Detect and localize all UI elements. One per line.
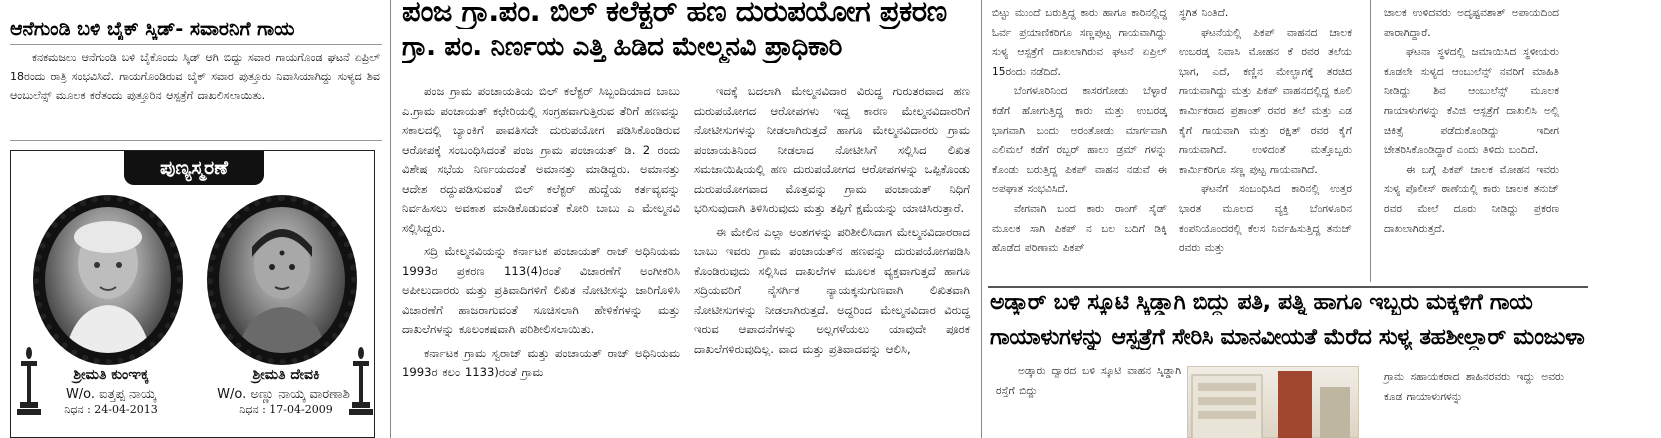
scooty-headline-line2: ಗಾಯಾಳುಗಳನ್ನು ಆಸ್ಪತ್ರೆಗೆ ಸೇರಿಸಿ ಮಾನವೀಯತೆ ಮೆರೆದ ಸುಳ್ಯ ತಹಶೀಲ್ದಾರ್ ಮಂಜುಳಾ <box>990 325 1585 350</box>
scooty-article-text-right <box>1384 368 1564 407</box>
person-2-relation: W/o. ಅಣ್ಣು ನಾಯ್ಕ ವಾರಣಾಶಿ <box>217 387 350 402</box>
article-paragraph: ಬೆಂಗಳೂರಿನಿಂದ ಕಾಸರಗೋಡು ಬೆಳ್ಳಾರೆ ಕಡೆಗೆ ಹೋಗುತ್ತಿದ್ದ ಕಾರು ಮತ್ತು ಉಬರಡ್ಕ ಭಾಗವಾಗಿ ಬಂದು ಅರಂತೋಡು ಮಾರ್ಗವಾಗಿ ಎಲಿಮಲೆ ಕಡೆಗೆ ರಬ್ಬರ್ ಹಾಲು ಡ್ರಮ್ ಗಳನ್ನು ಕೊಂಡು ಬರುತ್ತಿದ್ದ ಪಿಕಪ್ ವಾಹನ ನಡುವೆ ಈ ಅಪಘಾತ ಸಂಭವಿಸಿದೆ. <box>992 85 1167 196</box>
person-1-name: ಶ್ರೀಮತಿ ಕುಂಞಕ್ಕ <box>73 367 149 383</box>
middle-column <box>392 0 978 438</box>
person-2-name: ಶ್ರೀಮತಿ ದೇವಕಿ <box>252 367 320 383</box>
divider <box>988 286 1588 288</box>
article-paragraph: ಸದ್ರಿ ಮೇಲ್ಮನವಿಯನ್ನು ಕರ್ನಾಟಕ ಪಂಚಾಯತ್ ರಾಜ್ ಅಧಿನಿಯಮ 1993ರ ಪ್ರಕರಣ 113(4)ರಂತೆ ವಿಚಾರಣೆಗೆ ಅಂಗೀಕರಿಸಿ ಅಪೀಲುದಾರರು ಮತ್ತು ಪ್ರತಿವಾದಿಗಳಿಗೆ ಲಿಖಿತ ನೋಟೀಸನ್ನು ಜಾರಿಗೊಳಿಸಿ ವಿಚಾರಣೆಗೆ ಹಾಜರಾಗುವಂತೆ ಸೂಚಿಸಲಾಗಿ ಹೇಳಿಕೆಗಳನ್ನು ಮತ್ತು ದಾಖಲೆಗಳನ್ನು ಕೂಲಂಕಷವಾಗಿ ಪರಿಶೀಲಿಸಲಾಯಿತು. <box>402 244 680 336</box>
obituary-title: ಪುಣ್ಯಸ್ಮರಣೆ <box>124 151 264 185</box>
article-paragraph: ಈ ಮೇಲಿನ ಎಲ್ಲಾ ಅಂಶಗಳನ್ನು ಪರಿಶೀಲಿಸಿದಾಗ ಮೇಲ್ಮನವಿದಾರರಾದ ಬಾಬು ಇವರು ಗ್ರಾಮ ಪಂಚಾಯತ್‌ನ ಹಣವನ್ನು ದುರುಪಯೋಗಪಡಿಸಿ ಕೊಂಡಿರುವುದು ಸಲ್ಲಿಸಿದ ದಾಖಲೆಗಳ ಮೂಲಕ ವ್ಯಕ್ತವಾಗುತ್ತದೆ ಹಾಗೂ ಸದ್ರಿಯವರಿಗೆ ನೈಸರ್ಗಿಕ ನ್ಯಾಯಕ್ಕನುಗುಣವಾಗಿ ಲಿಖಿತವಾಗಿ ನೋಟೀಸುಗಳನ್ನು ನೀಡಲಾಗಿರುತ್ತದೆ. ಅದ್ದರಿಂದ ಮೇಲ್ಮನವಿದಾರ ವಿರುದ್ಧ ಇರುವ ಆಪಾದನೆಗಳನ್ನು ಅಲ್ಲಗಳೆಯಲು ಯಾವುದೇ ಪೂರಕ ದಾಖಲೆಗಳಿರುವುದಿಲ್ಲ. ವಾದ ಮತ್ತು ಪ್ರತಿವಾದವನ್ನು ಆಲಿಸಿ, <box>694 224 970 356</box>
bike-skid-article <box>10 48 380 105</box>
divider <box>10 140 382 141</box>
obituary-box <box>10 150 375 438</box>
article-paragraph: ಈ ಬಗ್ಗೆ ಪಿಕಪ್ ಚಾಲಕ ಮೋಹನ ಇವರು ಸುಳ್ಯ ಪೊಲೀಸ್ ಠಾಣೆಯಲ್ಲಿ ಕಾರು ಚಾಲಕ ತನುಜ್ ರವರ ಮೇಲೆ ದೂರು ನೀಡಿದ್ದು ಪ್ರಕರಣ ದಾಖಲಾಗಿರುತ್ತದೆ. <box>1384 163 1559 235</box>
bike-skid-headline: ಆನೆಗುಂಡಿ ಬಳಿ ಬೈಕ್ ಸ್ಕಿಡ್- ಸವಾರನಿಗೆ ಗಾಯ <box>10 18 295 40</box>
article-paragraph: ಇದಕ್ಕೆ ಬದಲಾಗಿ ಮೇಲ್ಮನವಿದಾರ ವಿರುದ್ಧ ಗುರುತರವಾದ ಹಣ ದುರುಪಯೋಗದ ಆರೋಪಗಳು ಇದ್ದ ಕಾರಣ ಮೇಲ್ಮನವಿದಾರರಿಗೆ ನೋಟೀಸುಗಳನ್ನು ನೀಡಲಾಗಿರುತ್ತದೆ ಹಾಗೂ ಮೇಲ್ಮನವಿದಾರರು ಗ್ರಾಮ ಪಂಚಾಯತಿನಿಂದ ನೀಡಲಾದ ನೋಟೀಸಿಗೆ ಸಲ್ಲಿಸಿದ ಲಿಖಿತ ಸಮಜಾಯಿಷಿಯಲ್ಲಿ ಹಣ ದುರುಪಯೋಗದ ಆರೋಪಗಳನ್ನು ಒಪ್ಪಿಕೊಂಡು ದುರುಪಯೋಗವಾದ ಮೊತ್ತವನ್ನು ಗ್ರಾಮ ಪಂಚಾಯತ್ ನಿಧಿಗೆ ಭರಿಸುವುದಾಗಿ ತಿಳಿಸಿರುವುದು ಮತ್ತು ತಪ್ಪಿಗೆ ಕ್ಷಮೆಯನ್ನು ಯಾಚಿಸಿರುತ್ತಾರೆ. <box>694 84 970 215</box>
column-rule <box>390 0 391 438</box>
article-paragraph: ಬಿಟ್ಟು ಮುಂದೆ ಬರುತ್ತಿದ್ದ ಕಾರು ಹಾಗೂ ಕಾರಿನಲ್ಲಿದ್ದ ಓರ್ವ ಪ್ರಯಾಣಿಕರಿಗೂ ಸಣ್ಣಪುಟ್ಟ ಗಾಯವಾಗಿದ್ದು ಸುಳ್ಯ ಆಸ್ಪತ್ರೆಗೆ ದಾಖಲಾಗಿರುವ ಘಟನೆ ಏಪ್ರಿಲ್ 15ರಂದು ನಡೆದಿದೆ. <box>992 7 1167 78</box>
article-paragraph: ಚಾಲಕ ಉಳಿದವರು ಅದೃಷ್ಟವಶಾತ್ ಅಪಾಯದಿಂದ ಪಾರಾಗಿದ್ದಾರೆ. <box>1384 7 1559 39</box>
column-rule <box>1370 0 1371 282</box>
right-column <box>982 0 1661 438</box>
panchayat-article-right <box>694 82 970 359</box>
article-paragraph: ಕರ್ನಾಟಕ ಗ್ರಾಮ ಸ್ವರಾಜ್ ಮತ್ತು ಪಂಚಾಯತ್ ರಾಜ್ ಅಧಿನಿಯಮ 1993ರ ಕಲಂ 1133)ರಂತೆ ಗ್ರಾಮ <box>402 345 680 379</box>
scooty-headline-line1: ಅಡ್ಕಾರ್ ಬಳಿ ಸ್ಕೂಟಿ ಸ್ಕಿಡ್ಡಾಗಿ ಬಿದ್ದು ಪತಿ, ಪತ್ನಿ ಹಾಗೂ ಇಬ್ಬರು ಮಕ್ಕಳಿಗೆ ಗಾಯ <box>990 290 1533 315</box>
article-paragraph: ಸ್ಥಗಿತ ನಿಂತಿದೆ. <box>1179 7 1229 19</box>
panchayat-headline-line2: ಗ್ರಾ. ಪಂ. ನಿರ್ಣಯ ಎತ್ತಿ ಹಿಡಿದ ಮೇಲ್ಮನವಿ ಪ್ರಾಧಿಕಾರಿ <box>402 32 843 62</box>
person-1-date: ನಿಧನ : 24-04-2013 <box>64 403 158 416</box>
scooty-article-text <box>996 362 1181 401</box>
article-paragraph: ಪಂಜ ಗ್ರಾಮ ಪಂಚಾಯತಿಯ ಬಿಲ್ ಕಲೆಕ್ಟರ್ ಸಿಬ್ಬಂದಿಯಾದ ಬಾಬು ಎ.ಗ್ರಾಮ ಪಂಚಾಯತ್ ಕಛೇರಿಯಲ್ಲಿ ಸಂಗ್ರಹವಾಗುತ್ತಿರುವ ತೆರಿಗೆ ಹಣವನ್ನು ಸಕಾಲದಲ್ಲಿ ಬ್ಯಾಂಕಿಗೆ ಪಾವತಿಸದೇ ದುರುಪಯೋಗ ಪಡಿಸಿಕೊಂಡಿರುವ ಆರೋಪಕ್ಕೆ ಸಂಬಂಧಿಸಿದಂತೆ ಪಂಜ ಗ್ರಾಮ ಪಂಚಾಯತ್ ಡಿ. 2 ರಂದು ವಿಶೇಷ ಸಭೆಯ ನಿರ್ಣಯದಂತೆ ಅಮಾನತ್ತು ಮಾಡಿದ್ದರು. ಅಮಾನತ್ತು ಆದೇಶ ರದ್ದುಪಡಿಸುವಂತೆ ಬಿಲ್ ಕಲೆಕ್ಟರ್ ಹುದ್ದೆಯ ಕರ್ತವ್ಯವನ್ನು ನಿರ್ವಹಿಸಲು ಅವಕಾಶ ಮಾಡಿಕೊಡುವಂತೆ ಕೋರಿ ಬಾಬು ಎ ಮೇಲ್ಮನವಿ ಸಲ್ಲಿಸಿದ್ದರು. <box>402 84 680 235</box>
portrait-photo-2 <box>219 207 345 353</box>
person-2-date: ನಿಧನ : 17-04-2009 <box>239 403 333 416</box>
panchayat-headline-line1: ಪಂಜ ಗ್ರಾ.ಪಂ. ಬಿಲ್ ಕಲೆಕ್ಟರ್ ಹಣ ದುರುಪಯೋಗ ಪ್ರಕರಣ <box>402 0 947 28</box>
divider <box>10 44 382 45</box>
article-paragraph: ಕನಕಮಜಲು ಆನೆಗುಂಡಿ ಬಳಿ ಬೈಕೊಂದು ಸ್ಕಿಡ್ ಆಗಿ ಬಿದ್ದು ಸವಾರ ಗಾಯಗೊಂಡ ಘಟನೆ ಏಪ್ರಿಲ್ 18ರಂದು ರಾತ್ರಿ ಸಂಭವಿಸಿದೆ. ಗಾಯಗೊಂಡಿರುವ ಬೈಕ್ ಸವಾರ ಪುತ್ತೂರು ನಿವಾಸಿಯಾಗಿದ್ದು ಸುಳ್ಯದ ಶಿವ ಆಂಬುಲೆನ್ಸ್ ಮೂಲಕ ಕರೆತಂದು ಪುತ್ತೂರಿನ ಆಸ್ಪತ್ರೆಗೆ ದಾಖಲಿಸಲಾಯಿತು. <box>10 51 380 102</box>
portrait-photo-1 <box>45 207 171 353</box>
article-paragraph: ಅಡ್ಕಾರು ದ್ವಾರದ ಬಳಿ ಸ್ಕೂಟಿ ವಾಹನ ಸ್ಕಿಡ್ಡಾಗಿ ರಸ್ತೆಗೆ ಬಿದ್ದು <box>996 365 1181 397</box>
article-paragraph: ಘಟನಾ ಸ್ಥಳದಲ್ಲಿ ಜಮಾಯಿಸಿದ ಸ್ಥಳೀಯರು ಕೂಡಲೇ ಸುಳ್ಯದ ಆಂಬುಲೆನ್ಸ್ ನವರಿಗೆ ಮಾಹಿತಿ ನೀಡಿದ್ದು ಶಿವ ಆಂಬುಲೆನ್ಸ್ ಮೂಲಕ ಗಾಯಾಳುಗಳನ್ನು ಕೆವಿಜಿ ಆಸ್ಪತ್ರೆಗೆ ದಾಖಲಿಸಿ ಅಲ್ಲಿ ಚಿಕಿತ್ಸೆ ಪಡೆದುಕೊಂಡಿದ್ದು ಇದೀಗ ಚೇತರಿಸಿಕೊಂಡಿದ್ದಾರೆ ಎಂದು ತಿಳಿದು ಬಂದಿದೆ. <box>1384 46 1559 157</box>
article-paragraph: ಘಟನೆಗೆ ಸಂಬಂಧಿಸಿದ ಕಾರಿನಲ್ಲಿ ಉತ್ತರ ಭಾರತ ಮೂಲದ ವ್ಯಕ್ತಿ ಬೆಂಗಳೂರಿನ ಕಂಪನಿಯೊಂದರಲ್ಲಿ ಕೆಲಸ ನಿರ್ವಹಿಸುತ್ತಿದ್ದ ತನುಜ್ ರವರು ಮತ್ತು <box>1179 183 1352 255</box>
accident-article-col-b <box>1179 4 1352 259</box>
accident-article-col-c <box>1384 4 1559 239</box>
accident-article-col-a <box>992 4 1167 259</box>
article-paragraph: ಗ್ರಾಮ ಸಹಾಯಕರಾದ ಶಾಹಿನರವರು ಇದ್ದು ಅವರು ಕೂಡ ಗಾಯಾಳುಗಳನ್ನು <box>1384 371 1564 403</box>
panchayat-article-left <box>402 82 680 383</box>
article-paragraph: ಘಟನೆಯಲ್ಲಿ ಪಿಕಪ್ ವಾಹನದ ಚಾಲಕ ಉಬರಡ್ಕ ನಿವಾಸಿ ಮೋಹನ ಕೆ ರವರ ತಲೆಯ ಭಾಗ, ಎದೆ, ಕಣ್ಣಿನ ಮೇಲ್ಭಾಗಕ್ಕೆ ತರಚಿದ ಗಾಯವಾಗಿದ್ದು ಮತ್ತು ಪಿಕಪ್ ವಾಹನದಲ್ಲಿದ್ದ ಕೂಲಿ ಕಾರ್ಮಿಕರಾದ ಪ್ರಶಾಂತ್ ರವರ ತಲೆ ಮತ್ತು ಎಡ ಕೈಗೆ ಗಾಯವಾಗಿ ಮತ್ತು ರಕ್ಷಿತ್ ರವರ ಕೈಗೆ ಗಾಯವಾಗಿದೆ. ಉಳಿದಂತೆ ಮತ್ತೊಬ್ಬರು ಕಾರ್ಮಿಕರಿಗೂ ಸಣ್ಣ ಪುಟ್ಟ ಗಾಯವಾಗಿದೆ. <box>1179 26 1352 176</box>
person-1-relation: W/o. ಐತ್ತಪ್ಪ ನಾಯ್ಕ <box>65 387 157 402</box>
news-photo <box>1187 366 1359 438</box>
article-paragraph: ವೇಗವಾಗಿ ಬಂದ ಕಾರು ರಾಂಗ್ ಸೈಡ್ ಮೂಲಕ ಸಾಗಿ ಪಿಕಪ್ ನ ಬಲ ಬದಿಗೆ ಡಿಕ್ಕಿ ಹೊಡೆದ ಪರಿಣಾಮ ಪಿಕಪ್ <box>992 202 1167 255</box>
left-column <box>0 0 388 438</box>
